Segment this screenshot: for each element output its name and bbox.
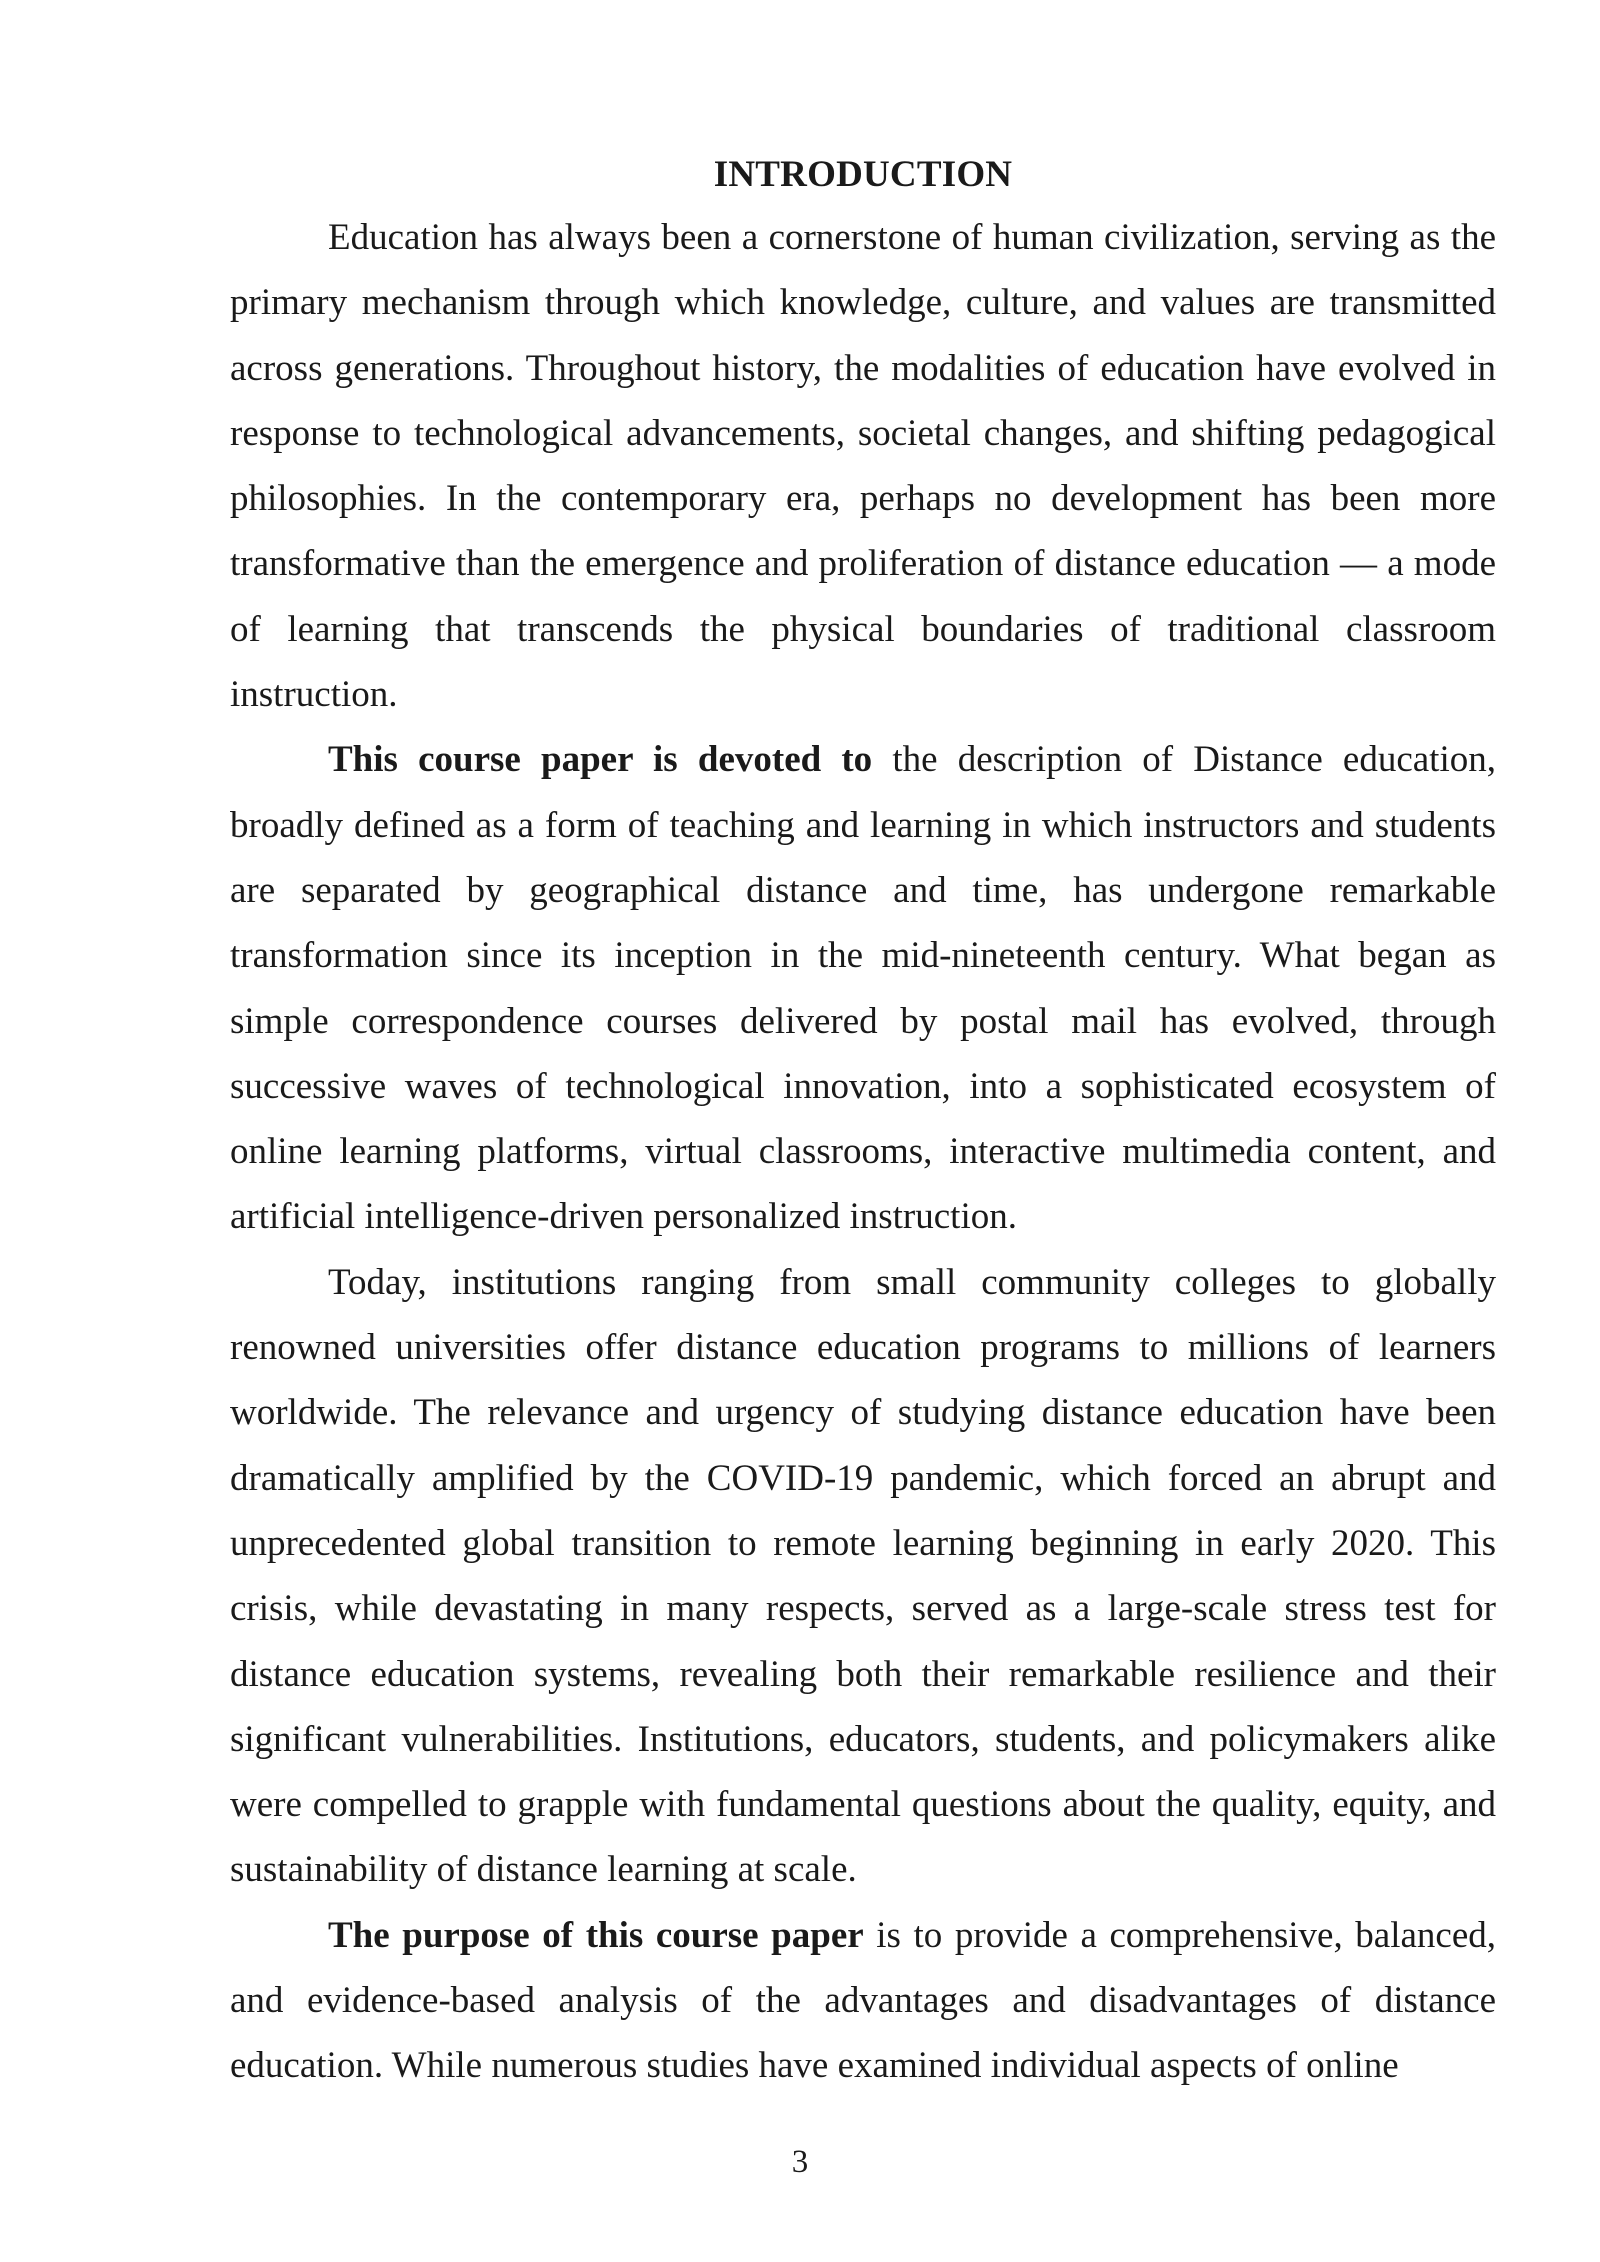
page-number: 3 <box>791 2144 809 2180</box>
paragraph-4-text: is to provide a comprehensive, balanced, and evidence-based analysis of the advantages and disadvantages of distance education. While numerous studies have examined individual aspects of online <box>230 1914 1496 2087</box>
paragraph-2-lead: This course paper is devoted to <box>328 739 873 781</box>
paragraph-3 <box>230 1250 1496 1903</box>
paragraph-1-text: Education has always been a cornerstone of human civilization, serving as the primary mechanism through which knowledge, culture, and values are transmitted across generations. Throughout history, the modalities of education have evolved in response to technological advancements, societal changes, and shifting pedagogical philosophies. In the contemporary era, perhaps no development has been more transformative than the emergence and proliferation of distance education — a mode of learning that transcends the physical boundaries of traditional classroom instruction. <box>230 217 1496 716</box>
paragraph-1 <box>230 205 1496 727</box>
paragraph-2 <box>230 727 1496 1249</box>
paragraph-4-lead: The purpose of this course paper <box>328 1914 864 1956</box>
paragraph-4 <box>230 1903 1496 2099</box>
paragraph-3-text: Today, institutions ranging from small community colleges to globally renowned universities offer distance education programs to millions of learners worldwide. The relevance and urgency of studying distance education have been dramatically amplified by the COVID-19 pandemic, which forced an abrupt and unprecedented global transition to remote learning beginning in early 2020. This crisis, while devastating in many respects, served as a large-scale stress test for distance education systems, revealing both their remarkable resilience and their significant vulnerabilities. Institutions, educators, students, and policymakers alike were compelled to grapple with fundamental questions about the quality, equity, and sustainability of distance learning at scale. <box>230 1261 1496 1891</box>
section-heading: INTRODUCTION <box>713 154 1013 195</box>
document-page <box>230 152 1496 2099</box>
paragraph-2-text: the description of Distance education, broadly defined as a form of teaching and learning in which instructors and students are separated by geographical distance and time, has undergone remarkable transformation since its inception in the mid-nineteenth century. What began as simple correspondence courses delivered by postal mail has evolved, through successive waves of technological innovation, into a sophisticated ecosystem of online learning platforms, virtual classrooms, interactive multimedia content, and artificial intelligence-driven personalized instruction. <box>230 739 1496 1238</box>
